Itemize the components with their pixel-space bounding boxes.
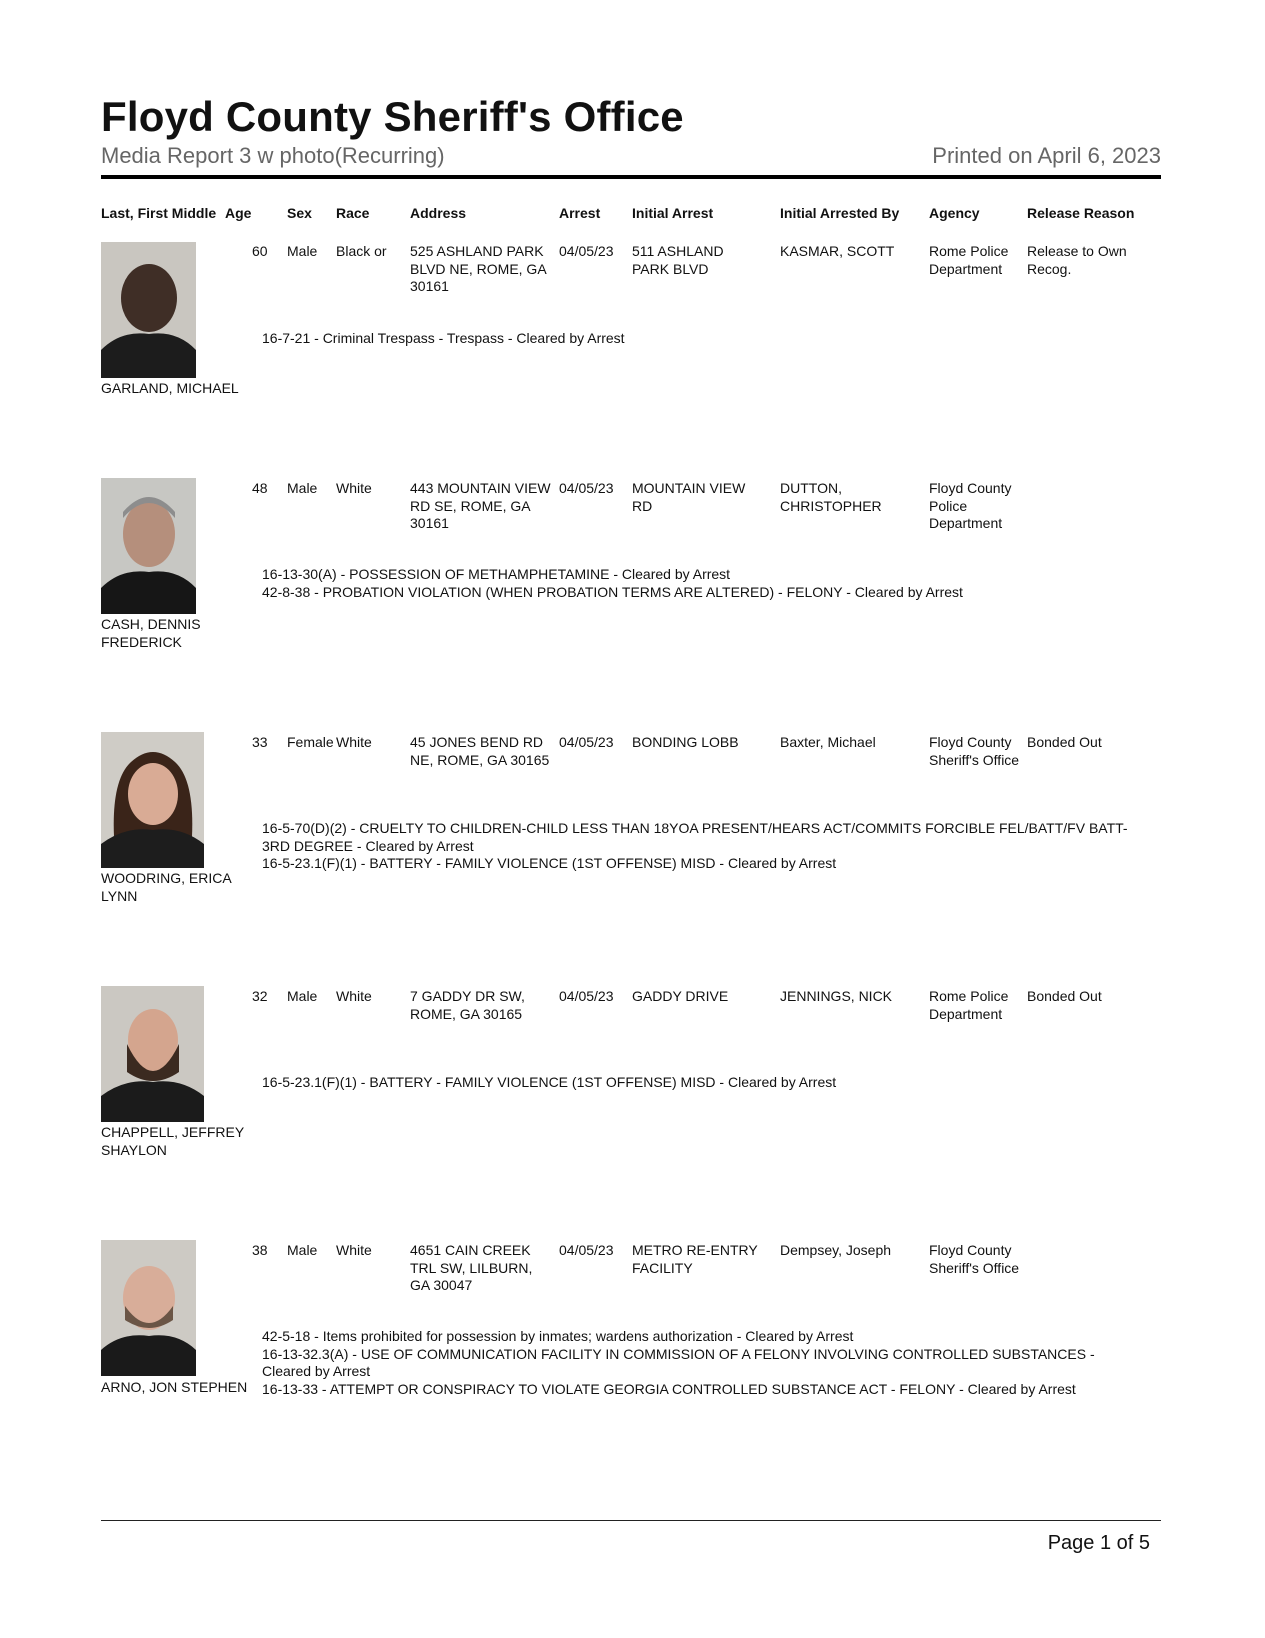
record-agency: Floyd County Sheriff's Office	[929, 1242, 1020, 1276]
footer-rule	[101, 1520, 1161, 1521]
record-initial-arrest: GADDY DRIVE	[632, 988, 729, 1004]
report-title: Floyd County Sheriff's Office	[101, 93, 684, 140]
record-age: 33	[252, 734, 268, 750]
record-address: 4651 CAIN CREEK TRL SW, LILBURN, GA 30047	[410, 1242, 533, 1293]
charge-line: 16-13-32.3(A) - USE OF COMMUNICATION FACILITY IN COMMISSION OF A FELONY INVOLVING CONTROLLED SUBSTANCES - Cleared by Arrest	[262, 1345, 1095, 1379]
booking-photo	[101, 732, 204, 868]
record-release-reason: Bonded Out	[1027, 988, 1102, 1004]
charge-line: 16-13-30(A) - POSSESSION OF METHAMPHETAMINE - Cleared by Arrest	[262, 566, 731, 582]
charge-line: 16-7-21 - Criminal Trespass - Trespass - Cleared by Arrest	[262, 330, 625, 346]
record-charges	[262, 566, 1142, 601]
record-name: CHAPPELL, JEFFREY SHAYLON	[101, 1124, 244, 1158]
record-age: 48	[252, 480, 268, 496]
record-initial-arrest: BONDING LOBB	[632, 734, 739, 750]
record-age: 60	[252, 243, 268, 259]
record-charges	[262, 330, 1142, 348]
col-header-arrest: Arrest	[559, 205, 601, 221]
record-name: CASH, DENNIS FREDERICK	[101, 616, 201, 650]
page-number: Page 1 of 5	[1047, 1532, 1150, 1554]
record-agency: Rome Police Department	[929, 988, 1009, 1022]
charge-line: 16-5-23.1(F)(1) - BATTERY - FAMILY VIOLENCE (1ST OFFENSE) MISD - Cleared by Arrest	[262, 855, 837, 871]
record-sex: Male	[287, 243, 318, 259]
printed-date: Printed on April 6, 2023	[932, 143, 1161, 168]
record-race: Black or	[336, 243, 387, 259]
record-name: GARLAND, MICHAEL	[101, 380, 239, 396]
record-address: 45 JONES BEND RD NE, ROME, GA 30165	[410, 734, 550, 768]
record-initial-arrest: METRO RE-ENTRY FACILITY	[632, 1242, 758, 1276]
col-header-address: Address	[410, 205, 467, 221]
col-header-agency: Agency	[929, 205, 980, 221]
booking-photo	[101, 1240, 196, 1376]
record-arrested-by: JENNINGS, NICK	[780, 988, 893, 1004]
col-header-arrested-by: Initial Arrested By	[780, 205, 900, 221]
record-sex: Male	[287, 480, 318, 496]
col-header-initial-arrest: Initial Arrest	[632, 205, 714, 221]
record-address: 7 GADDY DR SW, ROME, GA 30165	[410, 988, 525, 1022]
record-race: White	[336, 988, 372, 1004]
charge-line: 42-5-18 - Items prohibited for possession by inmates; wardens authorization - Cleared by Arrest	[262, 1328, 854, 1344]
record-charges	[262, 820, 1142, 873]
charge-line: 42-8-38 - PROBATION VIOLATION (WHEN PROBATION TERMS ARE ALTERED) - FELONY - Cleared by Arrest	[262, 583, 963, 600]
record-charges	[262, 1328, 1142, 1398]
record-race: White	[336, 734, 372, 750]
record-address: 525 ASHLAND PARK BLVD NE, ROME, GA 30161	[410, 243, 546, 294]
booking-photo	[101, 478, 196, 614]
record-agency: Floyd County Sheriff's Office	[929, 734, 1020, 768]
record-arrested-by: Dempsey, Joseph	[780, 1242, 892, 1258]
record-age: 32	[252, 988, 268, 1004]
record-charges	[262, 1074, 1142, 1092]
record-arrest-date: 04/05/23	[559, 988, 614, 1004]
charge-line: 16-5-23.1(F)(1) - BATTERY - FAMILY VIOLENCE (1ST OFFENSE) MISD - Cleared by Arrest	[262, 1074, 837, 1090]
record-race: White	[336, 1242, 372, 1258]
record-agency: Rome Police Department	[929, 243, 1009, 277]
record-release-reason: Release to Own Recog.	[1027, 243, 1127, 277]
record-agency: Floyd County Police Department	[929, 480, 1012, 531]
charge-line: 16-13-33 - ATTEMPT OR CONSPIRACY TO VIOLATE GEORGIA CONTROLLED SUBSTANCE ACT - FELONY - Cleared by Arrest	[262, 1380, 1076, 1397]
record-initial-arrest: 511 ASHLAND PARK BLVD	[632, 243, 724, 277]
record-arrested-by: DUTTON, CHRISTOPHER	[780, 480, 882, 514]
record-arrested-by: KASMAR, SCOTT	[780, 243, 895, 259]
record-arrest-date: 04/05/23	[559, 243, 614, 259]
record-sex: Female	[287, 734, 334, 750]
col-header-age: Age	[225, 205, 252, 221]
record-sex: Male	[287, 988, 318, 1004]
record-arrest-date: 04/05/23	[559, 480, 614, 496]
header-rule	[101, 175, 1161, 179]
report-subtitle: Media Report 3 w photo(Recurring)	[101, 143, 445, 168]
record-age: 38	[252, 1242, 268, 1258]
record-name: WOODRING, ERICA LYNN	[101, 870, 231, 904]
record-name: ARNO, JON STEPHEN	[101, 1379, 248, 1395]
record-address: 443 MOUNTAIN VIEW RD SE, ROME, GA 30161	[410, 480, 551, 531]
record-arrested-by: Baxter, Michael	[780, 734, 876, 750]
booking-photo	[101, 986, 204, 1122]
record-arrest-date: 04/05/23	[559, 1242, 614, 1258]
col-header-race: Race	[336, 205, 370, 221]
record-arrest-date: 04/05/23	[559, 734, 614, 750]
record-race: White	[336, 480, 372, 496]
col-header-sex: Sex	[287, 205, 312, 221]
record-initial-arrest: MOUNTAIN VIEW RD	[632, 480, 746, 514]
booking-photo	[101, 242, 196, 378]
record-release-reason: Bonded Out	[1027, 734, 1102, 750]
col-header-release-reason: Release Reason	[1027, 205, 1135, 221]
col-header-name: Last, First Middle	[101, 205, 217, 221]
record-sex: Male	[287, 1242, 318, 1258]
charge-line: 16-5-70(D)(2) - CRUELTY TO CHILDREN-CHILD LESS THAN 18YOA PRESENT/HEARS ACT/COMMITS FORCIBLE FEL/BATT/FV BATT-3RD DEGREE - Cleared by Arrest	[262, 820, 1128, 854]
